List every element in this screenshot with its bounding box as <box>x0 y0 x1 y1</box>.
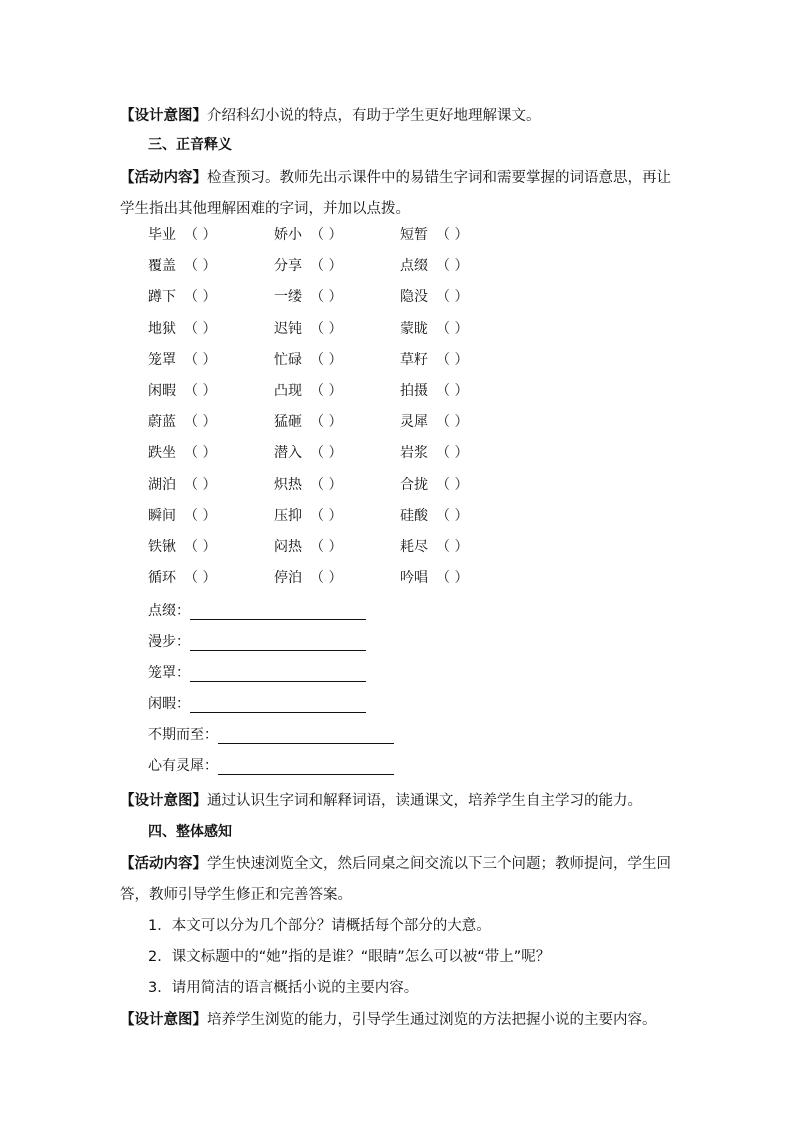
pinyin-blank[interactable]: （ ） <box>310 258 343 275</box>
vocabulary-entry <box>148 286 240 306</box>
pinyin-blank[interactable]: （ ） <box>184 289 217 306</box>
vocabulary-word: 短暂 <box>400 227 428 243</box>
pinyin-blank[interactable]: （ ） <box>184 476 217 493</box>
definition-term: 心有灵犀： <box>148 758 218 774</box>
vocabulary-row <box>148 349 508 371</box>
vocabulary-entry <box>400 567 492 587</box>
vocabulary-entry <box>274 474 366 494</box>
design-intent-tag: 【设计意图】 <box>120 793 207 809</box>
vocabulary-entry <box>274 567 366 587</box>
design-intent-1 <box>120 104 541 125</box>
vocabulary-entry <box>274 380 366 400</box>
vocabulary-word: 湖泊 <box>148 476 176 493</box>
definition-item <box>148 693 366 713</box>
vocabulary-row <box>148 567 508 589</box>
pinyin-blank[interactable]: （ ） <box>436 320 469 337</box>
pinyin-blank[interactable]: （ ） <box>310 414 343 431</box>
activity-text: 学生快速浏览全文，然后同桌之间交流以下三个问题；教师提问，学生回 <box>207 856 671 872</box>
vocabulary-word: 毕业 <box>148 227 176 243</box>
pinyin-blank[interactable]: （ ） <box>436 227 469 243</box>
vocabulary-word: 吟唱 <box>400 570 428 587</box>
answer-blank[interactable] <box>190 636 366 651</box>
design-intent-tag: 【设计意图】 <box>120 1012 207 1028</box>
vocabulary-entry <box>148 536 240 556</box>
vocabulary-entry <box>400 286 492 306</box>
answer-blank[interactable] <box>190 605 366 620</box>
activity-content-2-line-1 <box>120 852 671 873</box>
design-intent-3 <box>120 1008 657 1029</box>
vocabulary-entry <box>148 318 240 338</box>
pinyin-blank[interactable]: （ ） <box>436 289 469 306</box>
vocabulary-word: 笼罩 <box>148 351 176 368</box>
vocabulary-word: 炽热 <box>274 476 302 493</box>
vocabulary-word: 一缕 <box>274 289 302 306</box>
pinyin-blank[interactable]: （ ） <box>184 258 217 275</box>
vocabulary-entry <box>274 224 366 244</box>
vocabulary-entry <box>148 411 240 431</box>
design-intent-2 <box>120 789 642 810</box>
vocabulary-word: 迟钝 <box>274 320 302 337</box>
vocabulary-row <box>148 224 508 246</box>
pinyin-blank[interactable]: （ ） <box>310 289 343 306</box>
vocabulary-word: 压抑 <box>274 507 302 524</box>
vocabulary-entry <box>274 505 366 525</box>
definition-term: 漫步： <box>148 634 190 650</box>
vocabulary-entry <box>148 474 240 494</box>
vocabulary-entry <box>274 411 366 431</box>
question-item: 2．课文标题中的“她”指的是谁？“眼睛”怎么可以被“带上”呢？ <box>148 949 551 965</box>
vocabulary-entry <box>400 442 492 462</box>
vocabulary-entry <box>400 349 492 369</box>
vocabulary-word: 蒙眬 <box>400 320 428 337</box>
vocabulary-entry <box>148 567 240 587</box>
pinyin-blank[interactable]: （ ） <box>436 476 469 493</box>
vocabulary-entry <box>148 255 240 275</box>
vocabulary-word: 蔚蓝 <box>148 414 176 431</box>
vocabulary-row <box>148 505 508 527</box>
vocabulary-entry <box>148 224 240 244</box>
design-intent-text: 培养学生浏览的能力，引导学生通过浏览的方法把握小说的主要内容。 <box>207 1012 657 1028</box>
vocabulary-row <box>148 318 508 340</box>
vocabulary-row <box>148 255 508 277</box>
vocabulary-word: 草籽 <box>400 351 428 368</box>
vocabulary-entry <box>400 380 492 400</box>
activity-content-2-line-2: 答，教师引导学生修正和完善答案。 <box>120 887 352 903</box>
pinyin-blank[interactable]: （ ） <box>310 570 343 587</box>
vocabulary-word: 隐没 <box>400 289 428 306</box>
definition-item <box>148 755 394 775</box>
vocabulary-word: 跌坐 <box>148 445 176 462</box>
vocabulary-entry <box>274 536 366 556</box>
vocabulary-entry <box>400 505 492 525</box>
vocabulary-entry <box>400 224 492 244</box>
vocabulary-entry <box>274 286 366 306</box>
answer-blank[interactable] <box>190 667 366 682</box>
pinyin-blank[interactable]: （ ） <box>184 445 217 462</box>
pinyin-blank[interactable]: （ ） <box>310 383 343 399</box>
pinyin-blank[interactable]: （ ） <box>310 227 343 243</box>
pinyin-blank[interactable]: （ ） <box>436 383 469 399</box>
pinyin-blank[interactable]: （ ） <box>184 351 217 368</box>
vocabulary-word: 闷热 <box>274 539 302 555</box>
vocabulary-entry <box>400 318 492 338</box>
vocabulary-row <box>148 536 508 558</box>
activity-tag: 【活动内容】 <box>120 170 207 186</box>
design-intent-text: 介绍科幻小说的特点，有助于学生更好地理解课文。 <box>207 108 541 124</box>
vocabulary-word: 蹲下 <box>148 289 176 306</box>
definition-item <box>148 600 366 620</box>
definition-item <box>148 662 366 682</box>
definition-term: 不期而至： <box>148 727 218 743</box>
vocabulary-word: 点缀 <box>400 258 428 275</box>
pinyin-blank[interactable]: （ ） <box>310 351 343 368</box>
activity-content-1-line-1 <box>120 166 671 187</box>
activity-content-1-line-2: 学生指出其他理解困难的字词，并加以点拨。 <box>120 201 410 217</box>
pinyin-blank[interactable]: （ ） <box>436 445 469 462</box>
vocabulary-entry <box>274 349 366 369</box>
vocabulary-word: 潜入 <box>274 445 302 462</box>
definition-term: 闲暇： <box>148 696 190 712</box>
answer-blank[interactable] <box>218 729 394 744</box>
pinyin-blank[interactable]: （ ） <box>436 507 469 524</box>
vocabulary-row <box>148 380 508 402</box>
vocabulary-entry <box>148 349 240 369</box>
pinyin-blank[interactable]: （ ） <box>436 570 469 587</box>
pinyin-blank[interactable]: （ ） <box>436 258 469 275</box>
pinyin-blank[interactable]: （ ） <box>436 414 469 431</box>
vocabulary-word: 忙碌 <box>274 351 302 368</box>
vocabulary-entry <box>274 318 366 338</box>
question-item: 3．请用简洁的语言概括小说的主要内容。 <box>148 980 419 996</box>
vocabulary-row <box>148 442 508 464</box>
vocabulary-entry <box>148 442 240 462</box>
activity-tag: 【活动内容】 <box>120 856 207 872</box>
pinyin-blank[interactable]: （ ） <box>184 507 217 524</box>
pinyin-blank[interactable]: （ ） <box>184 383 217 399</box>
pinyin-blank[interactable]: （ ） <box>310 476 343 493</box>
pinyin-blank[interactable]: （ ） <box>436 539 469 555</box>
vocabulary-word: 娇小 <box>274 227 302 243</box>
design-intent-tag: 【设计意图】 <box>120 108 207 124</box>
activity-text: 检查预习。教师先出示课件中的易错生字词和需要掌握的词语意思，再让 <box>207 170 671 186</box>
answer-blank[interactable] <box>218 760 394 775</box>
vocabulary-word: 地狱 <box>148 320 176 337</box>
vocabulary-entry <box>148 505 240 525</box>
pinyin-blank[interactable]: （ ） <box>184 320 217 337</box>
vocabulary-word: 拍摄 <box>400 383 428 399</box>
definition-item <box>148 631 366 651</box>
question-item: 1．本文可以分为几个部分？请概括每个部分的大意。 <box>148 918 491 934</box>
vocabulary-word: 覆盖 <box>148 258 176 275</box>
vocabulary-word: 硅酸 <box>400 507 428 524</box>
pinyin-blank[interactable]: （ ） <box>184 570 217 587</box>
vocabulary-row <box>148 474 508 496</box>
vocabulary-word: 凸现 <box>274 383 302 399</box>
vocabulary-entry <box>400 474 492 494</box>
pinyin-blank[interactable]: （ ） <box>436 351 469 368</box>
vocabulary-word: 猛砸 <box>274 414 302 431</box>
vocabulary-entry <box>148 380 240 400</box>
vocabulary-entry <box>274 255 366 275</box>
pinyin-blank[interactable]: （ ） <box>310 320 343 337</box>
definition-term: 点缀： <box>148 603 190 619</box>
vocabulary-entry <box>400 536 492 556</box>
definition-term: 笼罩： <box>148 665 190 681</box>
vocabulary-row <box>148 286 508 308</box>
vocabulary-word: 停泊 <box>274 570 302 587</box>
vocabulary-entry <box>274 442 366 462</box>
pinyin-blank[interactable]: （ ） <box>310 539 343 555</box>
section-4-heading: 四、整体感知 <box>148 824 232 840</box>
vocabulary-entry <box>400 255 492 275</box>
design-intent-text: 通过认识生字词和解释词语，读通课文，培养学生自主学习的能力。 <box>207 793 642 809</box>
vocabulary-word: 铁锹 <box>148 539 176 555</box>
pinyin-blank[interactable]: （ ） <box>310 445 343 462</box>
vocabulary-word: 合拢 <box>400 476 428 493</box>
vocabulary-word: 瞬间 <box>148 507 176 524</box>
pinyin-blank[interactable]: （ ） <box>310 507 343 524</box>
pinyin-blank[interactable]: （ ） <box>184 539 217 555</box>
vocabulary-row <box>148 411 508 433</box>
definition-item <box>148 724 394 744</box>
answer-blank[interactable] <box>190 698 366 713</box>
vocabulary-word: 闲暇 <box>148 383 176 399</box>
vocabulary-word: 灵犀 <box>400 414 428 431</box>
vocabulary-word: 岩浆 <box>400 445 428 462</box>
vocabulary-word: 分享 <box>274 258 302 275</box>
vocabulary-word: 耗尽 <box>400 539 428 555</box>
vocabulary-word: 循环 <box>148 570 176 587</box>
pinyin-blank[interactable]: （ ） <box>184 414 217 431</box>
section-3-heading: 三、正音释义 <box>148 137 232 153</box>
vocabulary-entry <box>400 411 492 431</box>
pinyin-blank[interactable]: （ ） <box>184 227 217 243</box>
